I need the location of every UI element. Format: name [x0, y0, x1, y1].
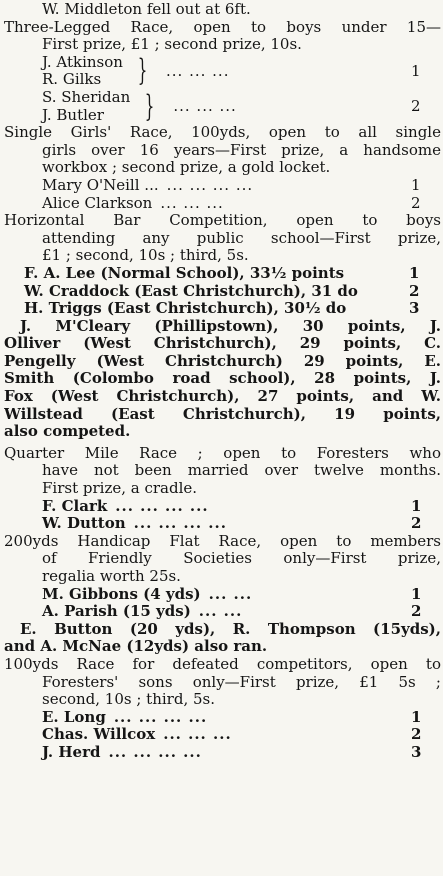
competitor-paragraph: E. Button (20 yds), R. Thompson (15yds),: [20, 620, 441, 638]
event-description: of Friendly Societies only—First prize,: [42, 550, 441, 568]
event-description: girls over 16 years—First prize, a handsome: [42, 141, 441, 159]
result-row: A. Parish (15 yds) ... ... 2: [42, 602, 422, 621]
event-description: workbox ; second prize, a gold locket.: [42, 159, 331, 177]
result-line: W. Middleton fell out at 6ft.: [42, 1, 251, 18]
leader-dots: ... ... ...: [173, 96, 237, 115]
competitor-paragraph: also competed.: [4, 423, 131, 441]
leader-dots: ... ... ...: [166, 61, 230, 80]
brace-glyph: }: [137, 53, 148, 89]
result-row: E. Long ... ... ... ... 1: [42, 707, 422, 726]
result-row: F. Clark ... ... ... ... 1: [42, 496, 422, 515]
competitor-name: J. Butler: [42, 105, 104, 124]
event-prizes: First prize, £1 ; second prize, 10s.: [42, 36, 302, 54]
competitor-name: S. Sheridan: [42, 87, 131, 106]
competitor-paragraph: Smith (Colombo road school), 28 points, J.: [4, 370, 441, 388]
result-row: J. Herd ... ... ... ... 3: [42, 742, 422, 761]
competitor-name: R. Gilks: [42, 70, 102, 89]
event-heading-defeated: 100yds Race for defeated competitors, open to: [4, 655, 441, 673]
competitor-paragraph: J. M'Cleary (Phillipstown), 30 points, J.: [20, 317, 441, 335]
result-row: Alice Clarkson ... ... ... 2: [42, 193, 421, 212]
result-row: H. Triggs (East Christchurch), 30½ do 3: [24, 299, 420, 318]
placing: 2: [411, 96, 421, 115]
competitor-paragraph: Pengelly (West Christchurch) 29 points, E.: [4, 352, 441, 370]
event-description: second, 10s ; third, 5s.: [42, 691, 215, 709]
event-heading-handicap: 200yds Handicap Flat Race, open to members: [4, 532, 441, 550]
event-description: Foresters' sons only—First prize, £1 5s ;: [42, 673, 441, 691]
result-row: Chas. Willcox ... ... ... 2: [42, 725, 422, 744]
competitor-paragraph: and A. McNae (12yds) also ran.: [4, 638, 268, 656]
event-description: £1 ; second, 10s ; third, 5s.: [42, 247, 249, 265]
result-row: F. A. Lee (Normal School), 33½ points 1: [24, 263, 420, 282]
result-pair-2: [4, 89, 441, 124]
event-description: First prize, a cradle.: [42, 480, 198, 498]
result-pair-1: [4, 54, 441, 89]
competitor-paragraph: Willstead (East Christchurch), 19 points,: [4, 405, 441, 423]
competitor-paragraph: Fox (West Christchurch), 27 points, and W.: [4, 388, 441, 406]
event-description: attending any public school—First prize,: [42, 229, 441, 247]
result-row: W. Dutton ... ... ... ... 2: [42, 514, 422, 533]
event-description: have not been married over twelve months.: [42, 462, 441, 480]
competitor-paragraph: Olliver (West Christchurch), 29 points, C.: [4, 335, 441, 353]
event-description: regalia worth 25s.: [42, 568, 181, 585]
event-heading-single-girls: Single Girls' Race, 100yds, open to all single: [4, 124, 441, 142]
placing: 1: [411, 61, 421, 80]
result-row: M. Gibbons (4 yds) ... ... 1: [42, 584, 422, 603]
brace-glyph: }: [145, 88, 155, 124]
result-row: W. Craddock (East Christchurch), 31 do 2: [24, 281, 420, 300]
result-row: Mary O'Neill ... ... ... ... ... 1: [42, 175, 421, 194]
event-heading-horizontal-bar: Horizontal Bar Competition, open to boys: [4, 212, 441, 230]
competitor-name: J. Atkinson: [42, 52, 123, 71]
event-heading-quarter-mile: Quarter Mile Race ; open to Foresters who: [4, 444, 441, 462]
event-heading-three-legged: Three-Legged Race, open to boys under 15—: [4, 18, 441, 36]
